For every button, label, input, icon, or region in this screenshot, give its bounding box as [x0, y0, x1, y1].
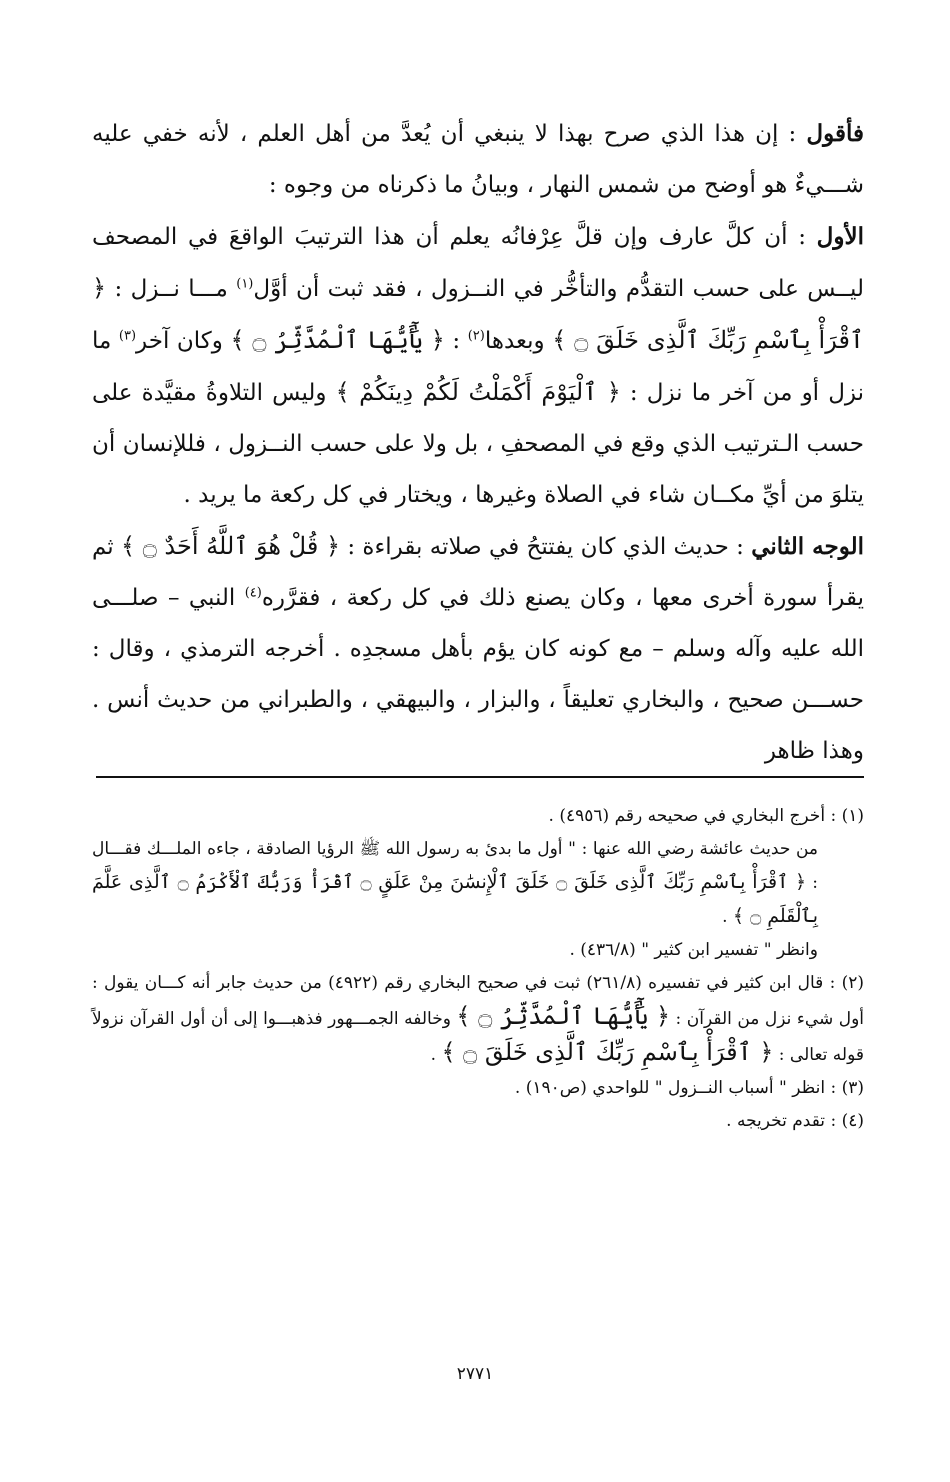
paragraph-3 — [92, 521, 864, 777]
footnote-text: (٢) : قال ابن كثير في تفسيره (٢٦١/٨) ثبت في صحيح البخاري رقم (٤٩٢٢) من حديث جابر أنه كـــان يقول : أول شيء نزل من القرآن : — [92, 973, 864, 1029]
paragraph-text: ثم يقرأ سورة أخرى معها ، وكان يصنع ذلك في كل ركعة ، فقرَّره — [92, 534, 864, 611]
footnote-2 — [92, 967, 864, 1072]
footnote-divider — [96, 776, 864, 778]
paragraph-1 — [92, 108, 864, 211]
paragraph-text: وكان آخر — [136, 328, 231, 354]
main-text — [92, 108, 864, 777]
footnote-1: (١) : أخرج البخاري في صحيحه رقم (٤٩٥٦) . — [548, 806, 864, 826]
quran-verse: ﴿ ٱقْرَأْ بِٱسْمِ رَبِّكَ ٱلَّذِى خَلَقَ ۝ ﴾ — [441, 1038, 774, 1066]
paragraph-text: : أن كلَّ عارف وإن قلَّ عِرْفانُه يعلم أن هذا الترتيبَ الواقعَ في المصحف ليــس على حسب التقدُّم والتأخُّر في النــزول ، فقد ثبت أن أوَّل — [92, 224, 864, 302]
footnotes-section — [92, 800, 864, 1138]
footnote-marker: (٣) — [118, 328, 137, 344]
footnote-3: (٣) : انظر " أسباب النــزول " للواحدي (ص١٩٠) . — [514, 1078, 864, 1098]
paragraph-text: ما نزل أو من آخر ما نزل : — [92, 328, 864, 406]
lead-word: الأول — [816, 223, 864, 250]
paragraph-text: مـــا نــزل : — [106, 276, 237, 302]
paragraph-2 — [92, 211, 864, 521]
lead-word: الوجه الثاني — [751, 533, 864, 560]
page-number: ٢٧٧١ — [456, 1364, 494, 1384]
footnote-text: . — [722, 907, 733, 927]
footnote-1-reference: وانظر " تفسير ابن كثير " (٤٣٦/٨) . — [569, 940, 818, 960]
footnote-4: (٤) : تقدم تخريجه . — [726, 1111, 864, 1131]
footnote-marker: (١) — [236, 276, 254, 292]
paragraph-text: : إن هذا الذي صرح بهذا لا ينبغي أن يُعدَّ من أهل العلم ، لأنه خفي عليه شـــيءٌ هو أوضح من شمس النهار ، وبيانُ ما ذكرناه من وجوه : — [92, 121, 864, 198]
footnote-text: وخالفه الجمـــهور فذهبـــوا إلى أن أول القرآن نزولاً قوله تعالى : — [92, 1009, 864, 1065]
quran-verse: ﴿ ٱقْرَأْ بِٱسْمِ رَبِّكَ ٱلَّذِى خَلَقَ ۝ ﴾ — [92, 274, 864, 354]
lead-word: فأقول — [806, 120, 864, 147]
footnote-marker: (٤) — [244, 585, 262, 601]
quran-verse: ﴿ يَٰٓأَيُّهَا ٱلْمُدَّثِّرُ ۝ ﴾ — [230, 326, 445, 354]
footnote-text: . — [430, 1045, 442, 1065]
paragraph-text: : — [444, 328, 468, 354]
quran-verse: ﴿ ٱلْيَوْمَ أَكْمَلْتُ لَكُمْ دِينَكُمْ ﴾ — [335, 378, 621, 406]
footnote-1-continuation — [92, 833, 864, 934]
footnote-marker: (٢) — [467, 328, 485, 344]
footnote-text: من حديث عائشة رضي الله عنها : " أول ما بدئ به رسول الله ﷺ الرؤيا الصادقة ، جاءه الملـــك فقـــال : — [92, 839, 818, 893]
paragraph-text: وليس التلاوةُ مقيَّدة على حسب الـترتيب الذي وقع في المصحفِ ، بل ولا على حسب النــزول ، فللإنسان أن يتلوَ من أيِّ مكــان شاء في الصلاة وغيرها ، ويختار في كل ركعة ما يريد . — [92, 380, 864, 508]
paragraph-text: وبعدها — [484, 328, 553, 354]
quran-verse: ﴿ يَٰٓأَيُّهَا ٱلْمُدَّثِّرُ ۝ ﴾ — [456, 1002, 671, 1030]
quran-verse: ﴿ قُلْ هُوَ ٱللَّهُ أَحَدٌ ۝ ﴾ — [121, 532, 341, 560]
paragraph-text: النبي – صلـــى الله عليه وآله وسلم – مع كونه كان يؤم بأهل مسجدِه . أخرجه الترمذي ، وقال : حســـن صحيح ، والبخاري تعليقاً ، والبزار ، والبيهقي ، والطبراني من حديث أنس . وهذا ظاهر — [92, 585, 864, 764]
quran-verse: ﴿ ٱقْرَأْ بِٱسْمِ رَبِّكَ ٱلَّذِى خَلَقَ ۝ خَلَقَ ٱلْإِنسَٰنَ مِنْ عَلَقٍ ۝ ٱقْرَأْ وَرَبُّكَ ٱلْأَكْرَمُ ۝ ٱلَّذِى عَلَّمَ بِٱلْقَلَمِ ۝ ﴾ — [92, 871, 818, 927]
paragraph-text: : حديث الذي كان يفتتحُ في صلاته بقراءة : — [340, 534, 752, 560]
